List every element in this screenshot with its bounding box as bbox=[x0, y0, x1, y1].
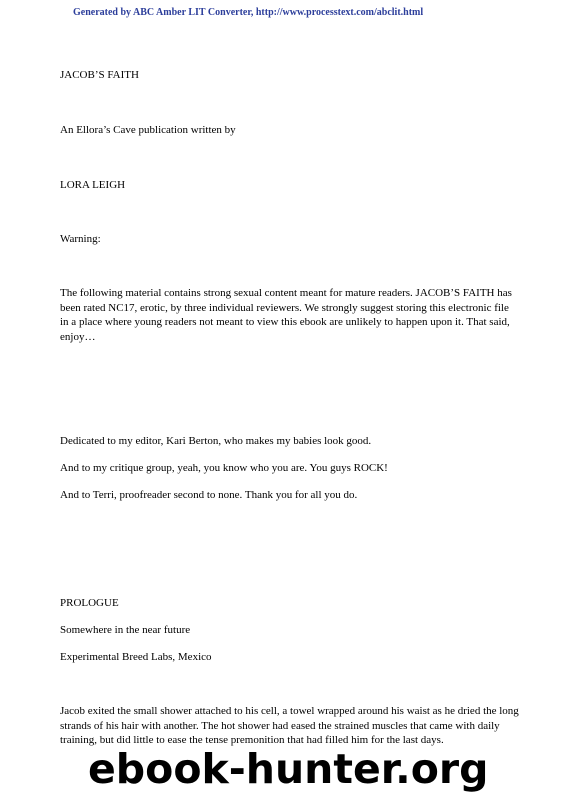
generator-header[interactable]: Generated by ABC Amber LIT Converter, http://www.processtext.com/abclit.html bbox=[73, 7, 424, 18]
prologue-heading: PROLOGUE bbox=[60, 597, 119, 609]
dedication-line: Dedicated to my editor, Kari Berton, who makes my babies look good. bbox=[60, 435, 372, 447]
publication-line: An Ellora’s Cave publication written by bbox=[60, 124, 236, 136]
opening-paragraph: Jacob exited the small shower attached to his cell, a towel wrapped around his waist as he dried the long strands of his hair with another. The hot shower had eased the strained muscles that came with daily training, but did little to ease the tense premonition that had filled him for the last days. bbox=[60, 705, 519, 746]
author-name: LORA LEIGH bbox=[60, 179, 126, 191]
watermark-text: ebook-hunter.org bbox=[88, 745, 489, 793]
setting-place: Experimental Breed Labs, Mexico bbox=[60, 651, 212, 663]
warning-label: Warning: bbox=[60, 233, 101, 245]
book-title: JACOB’S FAITH bbox=[60, 69, 139, 81]
setting-time: Somewhere in the near future bbox=[60, 624, 191, 636]
dedication-line: And to my critique group, yeah, you know who you are. You guys ROCK! bbox=[60, 462, 388, 474]
dedication-line: And to Terri, proofreader second to none. Thank you for all you do. bbox=[60, 489, 358, 501]
warning-text: The following material contains strong sexual content meant for mature readers. JACOB’S FAITH has been rated NC17, erotic, by three individual reviewers. We strongly suggest storing this electronic file in a place where young readers not meant to view this ebook are unlikely to happen upon it. That said, enjoy… bbox=[60, 287, 512, 343]
